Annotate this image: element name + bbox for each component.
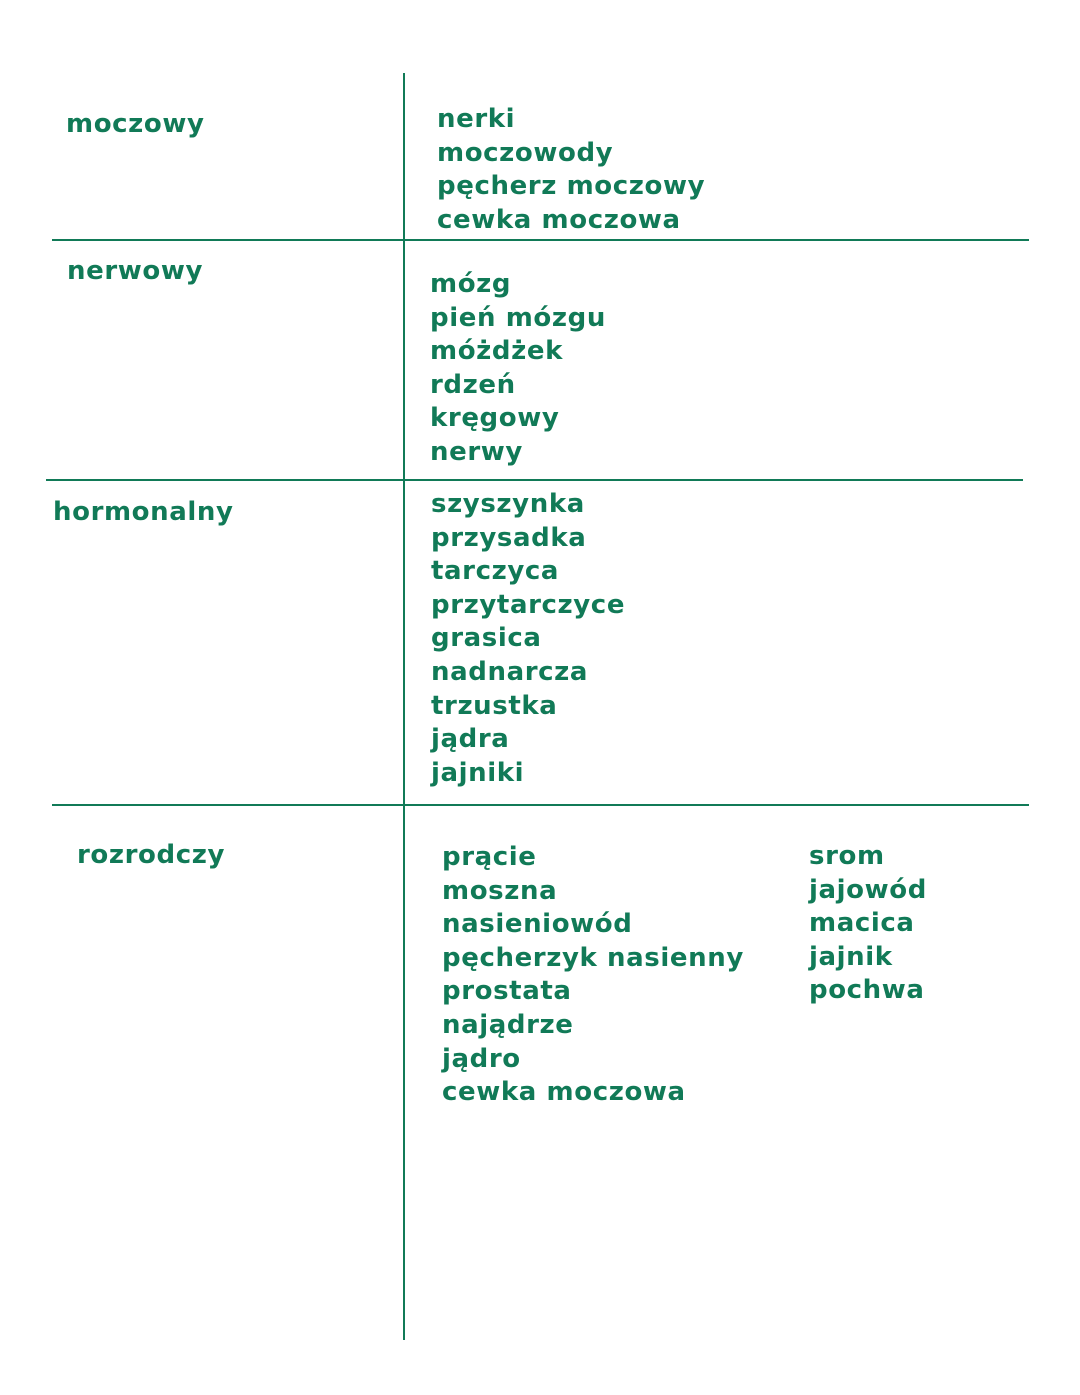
- system-label-nerwowy: nerwowy: [67, 256, 204, 286]
- organ-item: moszna: [442, 875, 558, 906]
- organ-item: jajniki: [431, 757, 525, 788]
- row-divider: [52, 804, 1029, 806]
- organ-item: trzustka: [431, 690, 558, 721]
- organ-item: macica: [809, 908, 915, 939]
- row-divider: [52, 239, 1029, 241]
- organ-list: [437, 103, 705, 237]
- organ-item: cewka moczowa: [437, 204, 681, 235]
- organ-item: jajnik: [809, 941, 893, 972]
- organ-item: rdzeń: [430, 369, 516, 400]
- organ-item: grasica: [431, 623, 542, 654]
- organ-item: moczowody: [437, 137, 614, 168]
- organ-item: jajowód: [809, 874, 927, 905]
- organ-item: mózg: [430, 269, 512, 299]
- organ-item: jądra: [431, 724, 510, 755]
- organ-list: [431, 488, 625, 790]
- system-label-moczowy: moczowy: [66, 109, 205, 139]
- organ-list: [430, 268, 606, 470]
- organ-item: móżdżek: [430, 336, 563, 367]
- organ-item: szyszynka: [431, 489, 585, 519]
- system-label-hormonalny: hormonalny: [53, 497, 234, 527]
- organ-item: jądro: [442, 1043, 521, 1074]
- organ-item: nasieniowód: [442, 909, 633, 940]
- organ-item: prostata: [442, 976, 572, 1007]
- system-label-rozrodczy: rozrodczy: [77, 840, 226, 870]
- organ-item: nerki: [437, 104, 516, 134]
- organ-item: tarczyca: [431, 556, 560, 587]
- organ-item: prącie: [442, 842, 537, 872]
- organ-item: cewka moczowa: [442, 1077, 686, 1108]
- organ-item: nerwy: [430, 436, 523, 467]
- column-divider: [403, 73, 405, 1340]
- organ-item: przytarczyce: [431, 589, 626, 620]
- organ-list-male: [442, 841, 744, 1110]
- row-divider: [46, 479, 1023, 481]
- organ-item: przysadka: [431, 522, 587, 553]
- organ-item: srom: [809, 841, 885, 871]
- organ-item: nadnarcza: [431, 656, 589, 687]
- organ-item: pęcherzyk nasienny: [442, 942, 744, 973]
- organ-list-female: [809, 840, 927, 1008]
- organ-item: pochwa: [809, 975, 925, 1006]
- organ-item: najądrze: [442, 1009, 574, 1040]
- organ-item: kręgowy: [430, 403, 560, 434]
- organ-item: pęcherz moczowy: [437, 171, 706, 202]
- organ-item: pień mózgu: [430, 302, 606, 333]
